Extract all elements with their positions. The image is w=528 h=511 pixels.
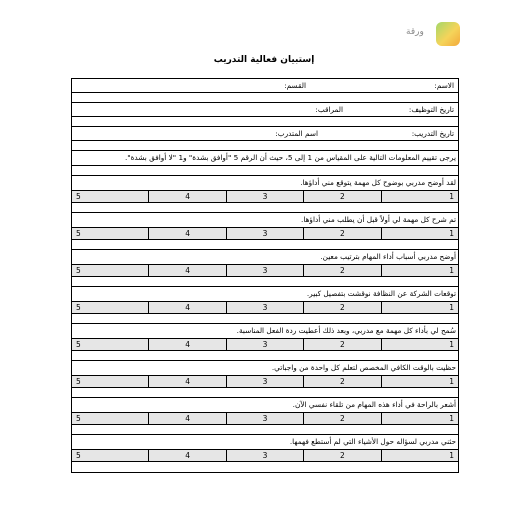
rating-option-2[interactable]	[303, 450, 380, 461]
rating-value: 1	[449, 451, 454, 460]
rating-value: 1	[449, 340, 454, 349]
spacer-row	[72, 240, 458, 250]
rating-value: 1	[449, 377, 454, 386]
rating-option-4[interactable]	[148, 302, 225, 313]
spacer-row	[72, 277, 458, 287]
question-text: أوضح مدربي أسباب أداء المهام بترتيب معين.	[320, 252, 456, 261]
rating-value: 4	[185, 451, 190, 460]
form-title: إستبيان فعالية التدريب	[213, 55, 315, 65]
rating-option-5[interactable]	[72, 413, 148, 424]
rating-value: 2	[340, 192, 345, 201]
rating-value: 2	[340, 266, 345, 275]
question-row	[72, 213, 458, 228]
rating-value: 2	[340, 414, 345, 423]
question-text: تم شرح كل مهمة لي أولاً قبل أن يطلب مني أداؤها.	[301, 215, 456, 224]
rating-value: 3	[262, 303, 268, 312]
rating-value: 4	[185, 377, 190, 386]
rating-value: 2	[340, 303, 345, 312]
question-row	[72, 361, 458, 376]
info-row-employment	[72, 103, 458, 117]
rating-value: 3	[262, 229, 268, 238]
rating-value: 4	[185, 303, 190, 312]
rating-option-2[interactable]	[303, 265, 380, 276]
rating-value: 3	[262, 340, 268, 349]
spacer-row	[72, 141, 458, 151]
spacer-row	[72, 203, 458, 213]
rating-value: 5	[75, 229, 81, 238]
rating-value: 2	[340, 229, 345, 238]
rating-option-1[interactable]	[381, 191, 458, 202]
question-text: سُمح لي بأداء كل مهمة مع مدربي، وبعد ذلك أعطيت ردة الفعل المناسبة.	[236, 326, 456, 335]
info-row-name	[72, 79, 458, 93]
rating-option-5[interactable]	[72, 376, 148, 387]
rating-option-3[interactable]	[226, 339, 303, 350]
rating-value: 5	[75, 192, 81, 201]
spacer-row	[72, 166, 458, 176]
instructions-text: يرجى تقييم المعلومات التالية على المقياس من 1 إلى 5، حيث أن الرقم 5 "أوافق بشدة" و1 "لا أوافق بشدة".	[124, 153, 456, 162]
rating-value: 5	[75, 377, 81, 386]
rating-option-3[interactable]	[226, 191, 303, 202]
rating-value: 5	[75, 340, 81, 349]
spacer-row	[72, 388, 458, 398]
rating-scale-row	[72, 228, 458, 240]
rating-option-1[interactable]	[381, 265, 458, 276]
training-date-field: تاريخ التدريب:	[411, 129, 454, 138]
rating-value: 5	[75, 266, 81, 275]
question-row	[72, 398, 458, 413]
rating-option-1[interactable]	[381, 450, 458, 461]
rating-option-5[interactable]	[72, 302, 148, 313]
spacer-row	[72, 351, 458, 361]
rating-value: 1	[449, 414, 454, 423]
spacer-row	[72, 462, 458, 472]
spacer-row	[72, 425, 458, 435]
rating-option-4[interactable]	[148, 450, 225, 461]
spacer-row	[72, 117, 458, 127]
rating-value: 5	[75, 303, 81, 312]
spacer-row	[72, 314, 458, 324]
rating-scale-row	[72, 339, 458, 351]
rating-option-2[interactable]	[303, 191, 380, 202]
trainee-name-field: اسم المتدرب:	[275, 129, 318, 138]
rating-value: 4	[185, 192, 190, 201]
rating-option-1[interactable]	[381, 376, 458, 387]
rating-option-2[interactable]	[303, 376, 380, 387]
rating-option-1[interactable]	[381, 413, 458, 424]
question-text: توقعات الشركة عن النظافة نوقشت بتفصيل كبير.	[306, 289, 456, 298]
rating-option-3[interactable]	[226, 302, 303, 313]
rating-option-3[interactable]	[226, 228, 303, 239]
info-row-training	[72, 127, 458, 141]
question-row	[72, 324, 458, 339]
question-text: أشعر بالراحة في أداء هذه المهام من تلقاء نفسي الآن.	[292, 400, 456, 409]
rating-option-2[interactable]	[303, 228, 380, 239]
rating-value: 1	[449, 266, 454, 275]
rating-scale-row	[72, 413, 458, 425]
rating-value: 2	[340, 451, 345, 460]
rating-option-3[interactable]	[226, 413, 303, 424]
rating-scale-row	[72, 376, 458, 388]
rating-option-4[interactable]	[148, 228, 225, 239]
rating-option-4[interactable]	[148, 339, 225, 350]
rating-scale-row	[72, 265, 458, 277]
department-field: القسم:	[284, 81, 306, 90]
rating-value: 1	[449, 303, 454, 312]
question-row	[72, 435, 458, 450]
rating-value: 1	[449, 229, 454, 238]
rating-value: 3	[262, 266, 268, 275]
rating-option-4[interactable]	[148, 265, 225, 276]
rating-value: 5	[75, 414, 81, 423]
question-row	[72, 250, 458, 265]
question-row	[72, 176, 458, 191]
supervisor-field: المراقب:	[315, 105, 343, 114]
rating-value: 4	[185, 340, 190, 349]
rating-option-1[interactable]	[381, 302, 458, 313]
rating-value: 2	[340, 377, 345, 386]
rating-value: 3	[262, 192, 268, 201]
rating-option-3[interactable]	[226, 450, 303, 461]
rating-option-5[interactable]	[72, 265, 148, 276]
rating-value: 3	[262, 377, 268, 386]
instructions	[72, 151, 458, 166]
rating-option-3[interactable]	[226, 265, 303, 276]
rating-option-4[interactable]	[148, 376, 225, 387]
question-text: لقد أوضح مدربي بوضوح كل مهمة يتوقع مني أداؤها.	[300, 178, 456, 187]
rating-value: 3	[262, 451, 268, 460]
rating-scale-row	[72, 302, 458, 314]
rating-option-4[interactable]	[148, 413, 225, 424]
rating-option-5[interactable]	[72, 339, 148, 350]
employment-date-field: تاريخ التوظيف:	[408, 105, 454, 114]
rating-option-2[interactable]	[303, 339, 380, 350]
rating-value: 5	[75, 451, 81, 460]
rating-value: 1	[449, 192, 454, 201]
survey-form	[71, 78, 459, 473]
rating-scale-row	[72, 450, 458, 462]
question-row	[72, 287, 458, 302]
brand-logo-icon	[436, 22, 460, 46]
rating-scale-row	[72, 191, 458, 203]
rating-option-4[interactable]	[148, 191, 225, 202]
rating-option-1[interactable]	[381, 228, 458, 239]
rating-option-3[interactable]	[226, 376, 303, 387]
rating-value: 4	[185, 229, 190, 238]
rating-option-2[interactable]	[303, 413, 380, 424]
question-text: حظيت بالوقت الكافي المخصص لتعلم كل واحدة من واجباتي.	[271, 363, 456, 372]
rating-value: 4	[185, 266, 190, 275]
rating-option-1[interactable]	[381, 339, 458, 350]
spacer-row	[72, 93, 458, 103]
rating-value: 3	[262, 414, 268, 423]
rating-option-5[interactable]	[72, 228, 148, 239]
question-text: حثني مدربي لسؤاله حول الأشياء التي لم أستطع فهمها.	[289, 437, 456, 446]
brand-logo-text: ورقة	[406, 27, 424, 37]
rating-value: 4	[185, 414, 190, 423]
rating-value: 2	[340, 340, 345, 349]
rating-option-5[interactable]	[72, 191, 148, 202]
rating-option-5[interactable]	[72, 450, 148, 461]
name-field: الاسم:	[434, 81, 454, 90]
rating-option-2[interactable]	[303, 302, 380, 313]
